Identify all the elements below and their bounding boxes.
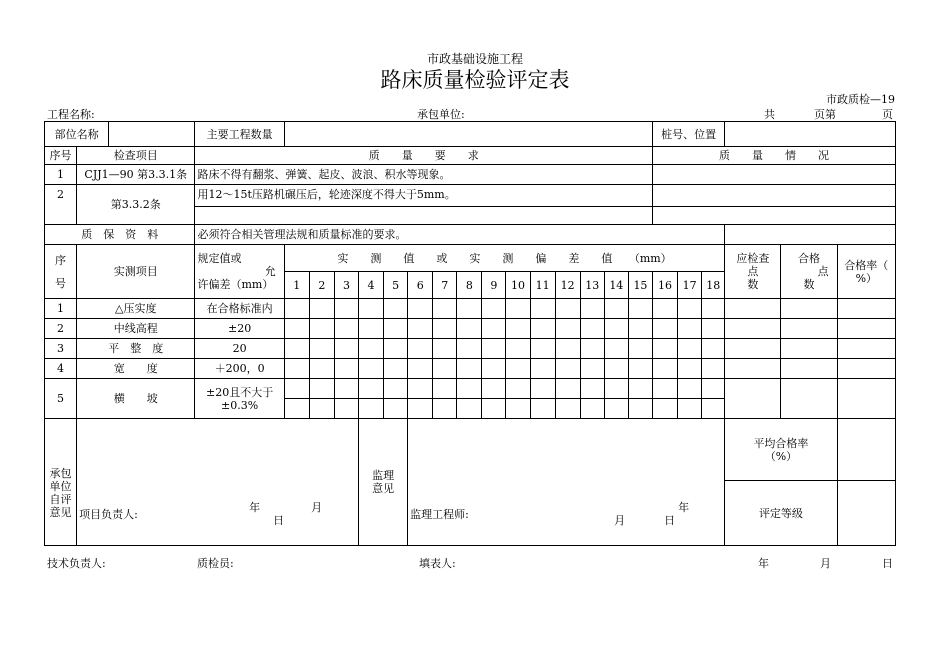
contractor-label: 承包单位:	[417, 108, 465, 121]
grade-label: 评定等级	[725, 481, 837, 546]
measure-row-no: 4	[45, 359, 77, 379]
col-number: 9	[482, 272, 506, 299]
col-number: 1	[284, 272, 309, 299]
guarantee-label: 质 保 资 料	[45, 225, 195, 245]
check-points-b: 点	[747, 265, 759, 278]
measure-row-no: 5	[45, 379, 77, 419]
spec-header-b: 允	[264, 265, 276, 278]
measure-row	[45, 379, 896, 399]
supervisor-day: 日	[664, 514, 676, 527]
contractor-opinion-c: 自评	[49, 493, 72, 506]
avg-rate-value	[837, 419, 895, 481]
contractor-month: 月	[311, 501, 323, 514]
measure-seq-header-a: 序	[55, 253, 67, 267]
seq-header: 序号	[45, 147, 77, 165]
check-row-no: 2	[45, 185, 77, 225]
quality-status-header: 质 量 情 况	[653, 147, 896, 165]
pass-points-c: 数	[803, 278, 815, 291]
measure-row-item: △压实度	[77, 299, 195, 319]
project-name-label: 工程名称:	[47, 108, 95, 121]
avg-rate-label	[725, 419, 837, 481]
contractor-opinion-d: 意见	[49, 506, 72, 519]
measure-seq-header	[45, 245, 77, 299]
pass-rate-a: 合格率（	[844, 258, 889, 272]
measure-row	[45, 299, 896, 319]
filler-label: 填表人:	[419, 557, 456, 570]
part-name-label: 部位名称	[45, 122, 109, 147]
footer-day: 日	[882, 557, 893, 570]
tech-lead-label: 技术负责人:	[47, 557, 106, 570]
measure-row-item: 平 整 度	[77, 339, 195, 359]
main-qty-label: 主要工程数量	[195, 122, 284, 147]
supervisor-year: 年	[678, 501, 690, 514]
col-number: 13	[580, 272, 604, 299]
measure-row-spec: ±20	[195, 319, 284, 339]
contractor-opinion-label	[45, 419, 77, 546]
avg-rate-b: （%）	[764, 449, 798, 463]
pages-total: 共	[764, 108, 775, 121]
main-qty-value	[284, 122, 652, 147]
measure-row	[45, 339, 896, 359]
measure-row	[45, 359, 896, 379]
check-row-req: 路床不得有翻浆、弹簧、起皮、波浪、积水等现象。	[195, 165, 653, 185]
spec-header-c: 许偏差（mm）	[197, 278, 274, 291]
col-number: 18	[702, 272, 725, 299]
part-name-value	[109, 122, 195, 147]
check-points-header	[725, 245, 781, 299]
col-number: 6	[408, 272, 433, 299]
col-number: 15	[628, 272, 652, 299]
col-number: 8	[457, 272, 482, 299]
project-lead-label: 项目负责人:	[79, 508, 138, 521]
pass-rate-header	[837, 245, 895, 299]
col-number: 10	[506, 272, 530, 299]
footer-month: 月	[820, 557, 831, 570]
check-points-c: 数	[747, 278, 759, 291]
check-row-req: 用12～15t压路机碾压后，轮迹深度不得大于5mm。	[195, 185, 653, 207]
col-number: 2	[309, 272, 334, 299]
check-row-item: CJJ1—90 第3.3.1条	[77, 165, 195, 185]
col-number: 17	[678, 272, 702, 299]
measure-row-item: 中线高程	[77, 319, 195, 339]
contractor-opinion-b: 单位	[49, 480, 72, 493]
avg-rate-a: 平均合格率	[753, 436, 809, 450]
measure-row-item: 横 坡	[77, 379, 195, 419]
col-number: 12	[555, 272, 580, 299]
measure-row-no: 1	[45, 299, 77, 319]
inspector-label: 质检员:	[197, 557, 234, 570]
measure-row-spec: 在合格标准内	[195, 299, 284, 319]
measure-item-header: 实测项目	[77, 245, 195, 299]
station-label: 桩号、位置	[653, 122, 725, 147]
check-row-req-blank	[195, 207, 653, 225]
measured-header: 实 测 值 或 实 测 偏 差 值 （mm）	[284, 245, 724, 272]
contractor-day: 日	[273, 514, 285, 527]
measure-seq-header-b: 号	[55, 276, 67, 290]
quality-req-header: 质 量 要 求	[195, 147, 653, 165]
form-code: 市政质检—19	[826, 93, 895, 106]
guarantee-text: 必须符合相关管理法规和质量标准的要求。	[195, 225, 725, 245]
guarantee-blank	[725, 225, 896, 245]
pass-points-b: 点	[817, 265, 829, 278]
check-row-status	[653, 185, 896, 207]
col-number: 4	[359, 272, 384, 299]
contractor-opinion-a: 承包	[49, 467, 72, 480]
pages-current: 页第	[814, 108, 836, 121]
measure-row-no: 2	[45, 319, 77, 339]
pass-rate-b: %）	[855, 271, 878, 285]
measure-row-spec: ±20且不大于±0.3%	[195, 379, 284, 419]
supervisor-opinion-b: 意见	[372, 482, 395, 495]
col-number: 7	[433, 272, 457, 299]
col-number: 11	[530, 272, 555, 299]
inspection-table	[44, 121, 896, 546]
supervisor-month: 月	[614, 514, 626, 527]
measure-row	[45, 319, 896, 339]
check-row-no: 1	[45, 165, 77, 185]
spec-header-a: 规定值或	[197, 252, 242, 265]
contractor-year: 年	[249, 501, 261, 514]
check-item-header: 检查项目	[77, 147, 195, 165]
supervisor-opinion-a: 监理	[372, 469, 395, 482]
footer-year: 年	[758, 557, 769, 570]
form-subtitle: 市政基础设施工程	[426, 52, 523, 66]
pass-points-header	[781, 245, 837, 299]
contractor-opinion-box	[77, 419, 359, 546]
form-title: 路床质量检验评定表	[380, 68, 570, 92]
spec-header	[195, 245, 284, 299]
check-row-status	[653, 165, 896, 185]
check-points-a: 应检查	[736, 252, 770, 265]
pages-unit: 页	[882, 108, 893, 121]
col-number: 3	[334, 272, 358, 299]
check-row-item: 第3.3.2条	[77, 185, 195, 225]
col-number: 14	[604, 272, 628, 299]
station-value	[725, 122, 896, 147]
measure-row-no: 3	[45, 339, 77, 359]
pass-points-a: 合格	[798, 252, 821, 265]
supervisor-opinion-box	[408, 419, 725, 546]
col-number: 5	[384, 272, 408, 299]
supervisor-opinion-label	[359, 419, 408, 546]
check-row-status-blank	[653, 207, 896, 225]
supervisor-engineer-label: 监理工程师:	[410, 508, 469, 521]
measure-row-spec: ＋200，0	[195, 359, 284, 379]
measure-row-spec: 20	[195, 339, 284, 359]
measure-row-item: 宽 度	[77, 359, 195, 379]
col-number: 16	[653, 272, 678, 299]
grade-value	[837, 481, 895, 546]
